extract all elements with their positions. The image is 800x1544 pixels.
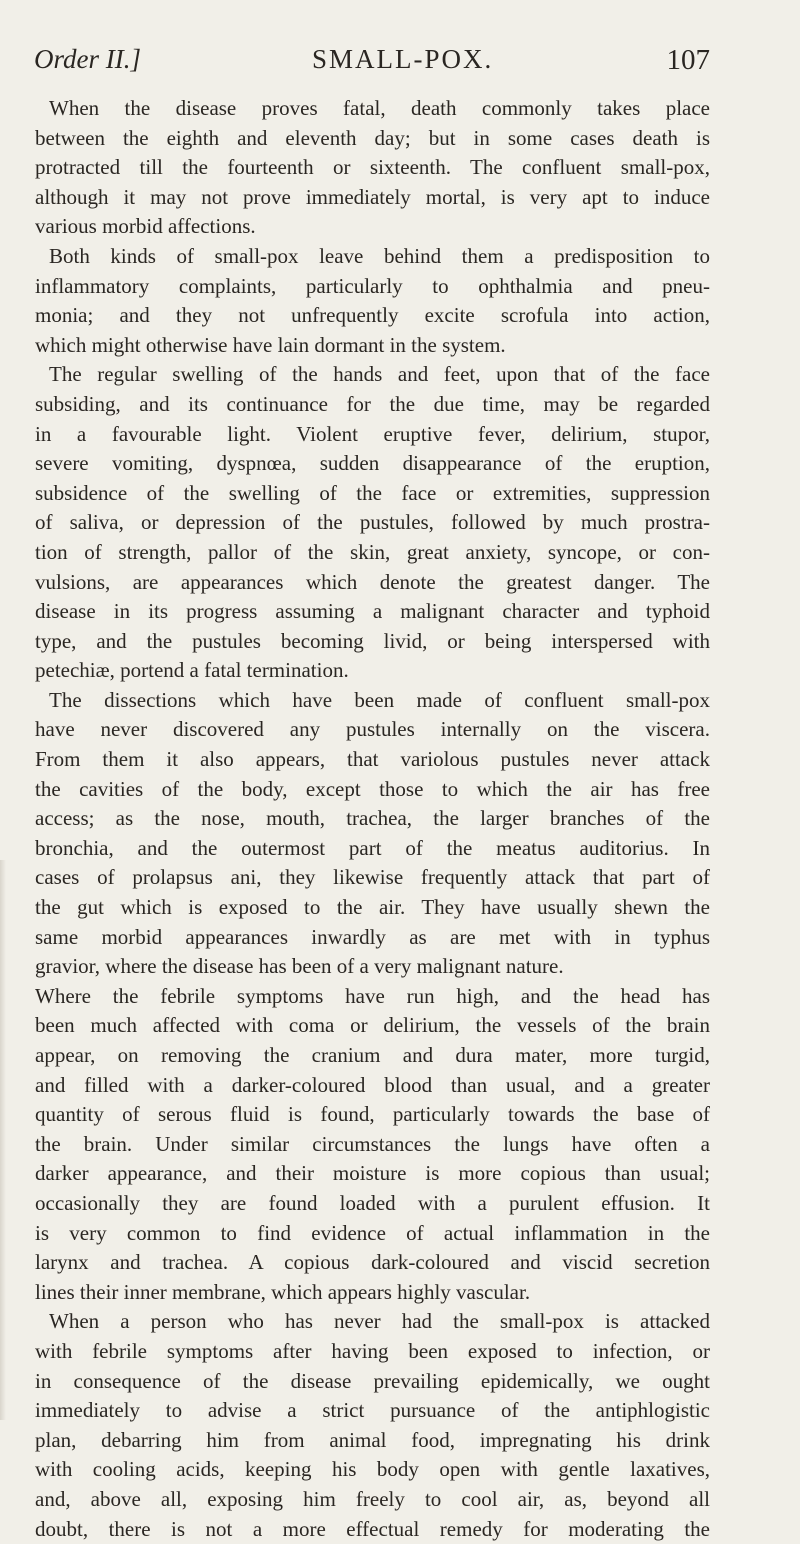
text-line: been much affected with coma or delirium, the vessels of the brain — [35, 1011, 710, 1041]
text-line: immediately to advise a strict pursuance of the antiphlogistic — [35, 1396, 710, 1426]
text-line: When the disease proves fatal, death commonly takes place — [35, 94, 710, 124]
text-line: larynx and trachea. A copious dark-coloured and viscid secretion — [35, 1248, 710, 1278]
text-line: with febrile symptoms after having been exposed to infection, or — [35, 1337, 710, 1367]
text-line: subsidence of the swelling of the face or extremities, suppression — [35, 479, 710, 509]
text-line: is very common to find evidence of actual inflammation in the — [35, 1219, 710, 1249]
body-text — [35, 94, 710, 1544]
text-line: quantity of serous fluid is found, particularly towards the base of — [35, 1100, 710, 1130]
text-line: disease in its progress assuming a malignant character and typhoid — [35, 597, 710, 627]
text-line: The regular swelling of the hands and feet, upon that of the face — [35, 360, 710, 390]
text-line: The dissections which have been made of confluent small-pox — [35, 686, 710, 716]
text-line: lines their inner membrane, which appears highly vascular. — [35, 1278, 710, 1308]
text-line: in consequence of the disease prevailing epidemically, we ought — [35, 1367, 710, 1397]
text-line: cases of prolapsus ani, they likewise frequently attack that part of — [35, 863, 710, 893]
text-line: Where the febrile symptoms have run high, and the head has — [35, 982, 710, 1012]
running-head-section: Order II.] — [34, 44, 141, 75]
text-line: various morbid affections. — [35, 212, 710, 242]
text-line: appear, on removing the cranium and dura mater, more turgid, — [35, 1041, 710, 1071]
page-number: 107 — [667, 44, 711, 77]
text-line: type, and the pustules becoming livid, or being interspersed with — [35, 627, 710, 657]
text-line: access; as the nose, mouth, trachea, the larger branches of the — [35, 804, 710, 834]
text-line: monia; and they not unfrequently excite scrofula into action, — [35, 301, 710, 331]
text-line: plan, debarring him from animal food, impregnating his drink — [35, 1426, 710, 1456]
text-line: bronchia, and the outermost part of the meatus auditorius. In — [35, 834, 710, 864]
text-line: vulsions, are appearances which denote the greatest danger. The — [35, 568, 710, 598]
text-line: When a person who has never had the small-pox is attacked — [35, 1307, 710, 1337]
text-line: of saliva, or depression of the pustules, followed by much prostra- — [35, 508, 710, 538]
text-line: occasionally they are found loaded with a purulent effusion. It — [35, 1189, 710, 1219]
text-line: although it may not prove immediately mortal, is very apt to induce — [35, 183, 710, 213]
text-line: with cooling acids, keeping his body open with gentle laxatives, — [35, 1455, 710, 1485]
text-line: the cavities of the body, except those to which the air has free — [35, 775, 710, 805]
text-line: darker appearance, and their moisture is more copious than usual; — [35, 1159, 710, 1189]
text-line: gravior, where the disease has been of a very malignant nature. — [35, 952, 710, 982]
text-line: inflammatory complaints, particularly to ophthalmia and pneu- — [35, 272, 710, 302]
text-line: petechiæ, portend a fatal termination. — [35, 656, 710, 686]
text-line: in a favourable light. Violent eruptive fever, delirium, stupor, — [35, 420, 710, 450]
text-line: which might otherwise have lain dormant in the system. — [35, 331, 710, 361]
text-line: severe vomiting, dyspnœa, sudden disappearance of the eruption, — [35, 449, 710, 479]
text-line: have never discovered any pustules internally on the viscera. — [35, 715, 710, 745]
text-line: and, above all, exposing him freely to cool air, as, beyond all — [35, 1485, 710, 1515]
text-line: tion of strength, pallor of the skin, great anxiety, syncope, or con- — [35, 538, 710, 568]
text-line: Both kinds of small-pox leave behind them a predisposition to — [35, 242, 710, 272]
text-line: protracted till the fourteenth or sixteenth. The confluent small-pox, — [35, 153, 710, 183]
text-line: and filled with a darker-coloured blood than usual, and a greater — [35, 1071, 710, 1101]
text-line: the gut which is exposed to the air. They have usually shewn the — [35, 893, 710, 923]
running-head — [34, 44, 710, 84]
page-edge-shadow — [0, 860, 6, 1420]
text-line: the brain. Under similar circumstances the lungs have often a — [35, 1130, 710, 1160]
text-line: between the eighth and eleventh day; but in some cases death is — [35, 124, 710, 154]
text-line: same morbid appearances inwardly as are met with in typhus — [35, 923, 710, 953]
text-line: subsiding, and its continuance for the due time, may be regarded — [35, 390, 710, 420]
text-line: From them it also appears, that variolous pustules never attack — [35, 745, 710, 775]
text-line: doubt, there is not a more effectual remedy for moderating the — [35, 1515, 710, 1544]
running-head-title: SMALL-POX. — [312, 44, 493, 75]
